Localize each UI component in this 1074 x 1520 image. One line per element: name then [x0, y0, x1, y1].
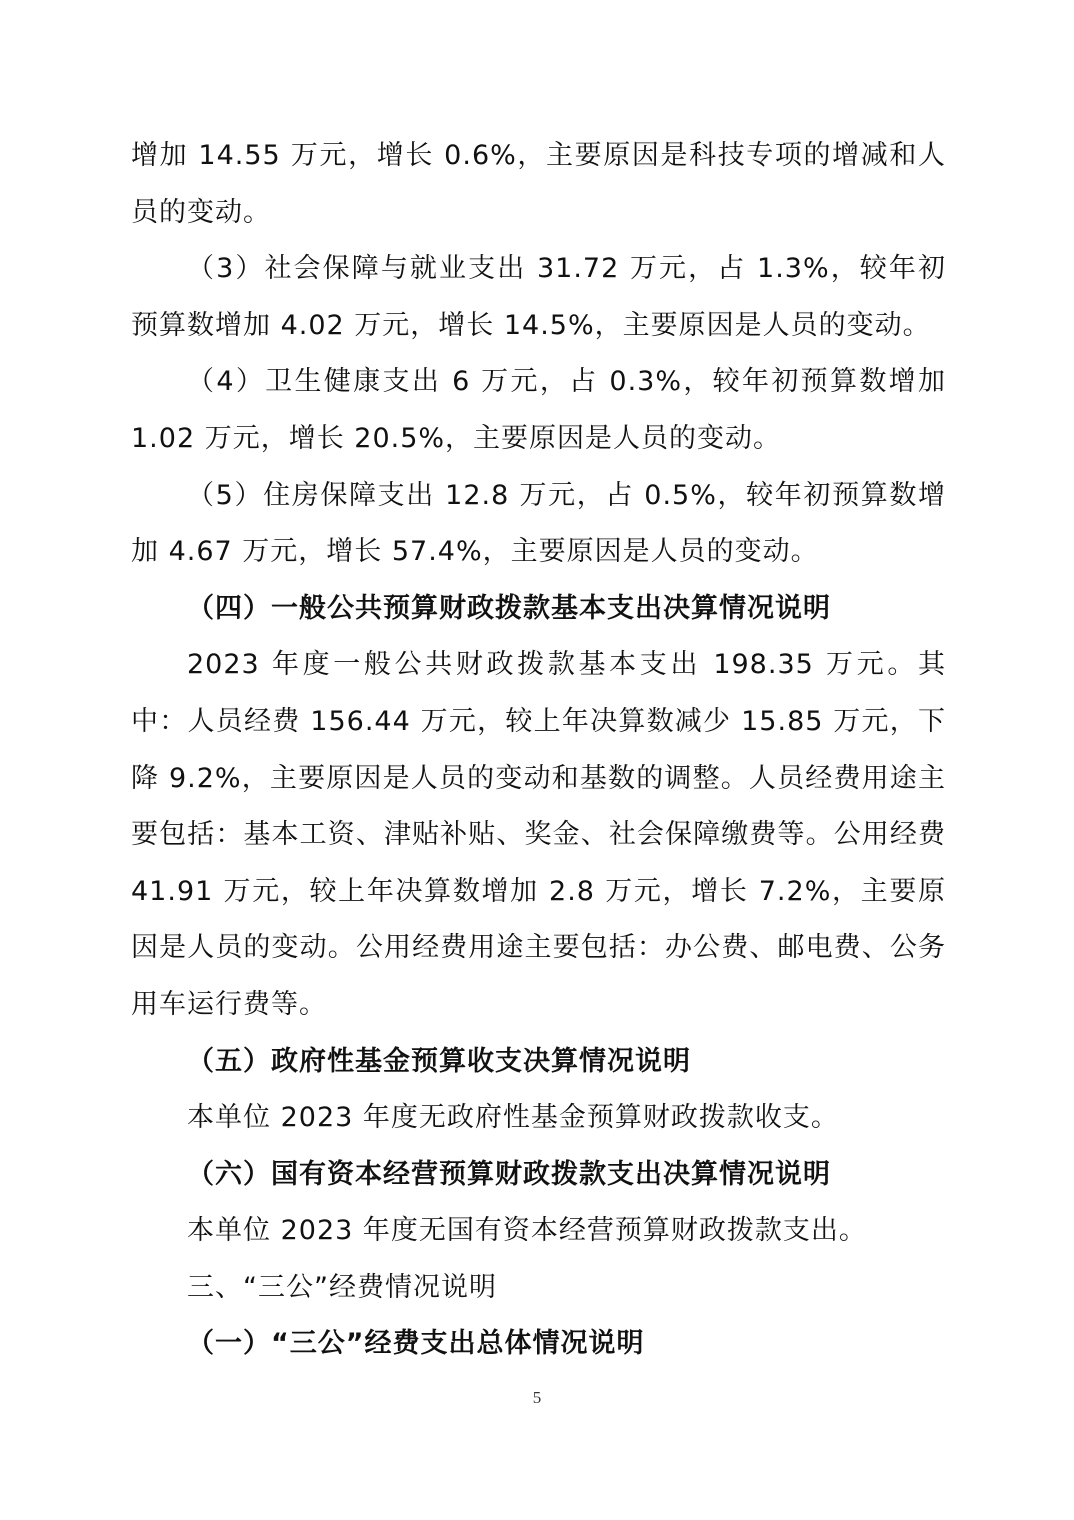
heading-three-public-overall: （一）“三公”经费支出总体情况说明	[187, 1328, 645, 1360]
heading-state-capital: （六）国有资本经营预算财政拨款支出决算情况说明	[187, 1158, 831, 1190]
section-title-three-public: 三、“三公”经费情况说明	[187, 1271, 497, 1303]
heading-government-fund: （五）政府性基金预算收支决算情况说明	[187, 1045, 691, 1077]
paragraph-social-security: （3）社会保障与就业支出 31.72 万元，占 1.3%，较年初预算数增加 4.02 万元，增长 14.5%，主要原因是人员的变动。	[131, 253, 946, 341]
paragraph-state-capital: 本单位 2023 年度无国有资本经营预算财政拨款支出。	[187, 1215, 867, 1247]
document-body	[131, 128, 946, 1373]
paragraph-housing: （5）住房保障支出 12.8 万元，占 0.5%，较年初预算数增加 4.67 万元，增长 57.4%，主要原因是人员的变动。	[131, 479, 946, 568]
page-number: 5	[532, 1388, 542, 1407]
paragraph-health: （4）卫生健康支出 6 万元，占 0.3%，较年初预算数增加 1.02 万元，增长 20.5%，主要原因是人员的变动。	[131, 366, 946, 454]
paragraph-science-tech-change: 增加 14.55 万元，增长 0.6%，主要原因是科技专项的增减和人员的变动。	[131, 140, 946, 228]
paragraph-basic-expenditure: 2023 年度一般公共财政拨款基本支出 198.35 万元。其中：人员经费 156.44 万元，较上年决算数减少 15.85 万元，下降 9.2%，主要原因是人员的变动和基数的调整。人员经费用途主要包括：基本工资、津贴补贴、奖金、社会保障缴费等。公用经费 41.91 万元，较上年决算数增加 2.8 万元，增长 7.2%，主要原因是人员的变动。公用经费用途主要包括：办公费、邮电费、公务用车运行费等。	[131, 649, 946, 1020]
heading-basic-expenditure: （四）一般公共预算财政拨款基本支出决算情况说明	[187, 592, 831, 624]
paragraph-government-fund: 本单位 2023 年度无政府性基金预算财政拨款收支。	[187, 1102, 839, 1134]
